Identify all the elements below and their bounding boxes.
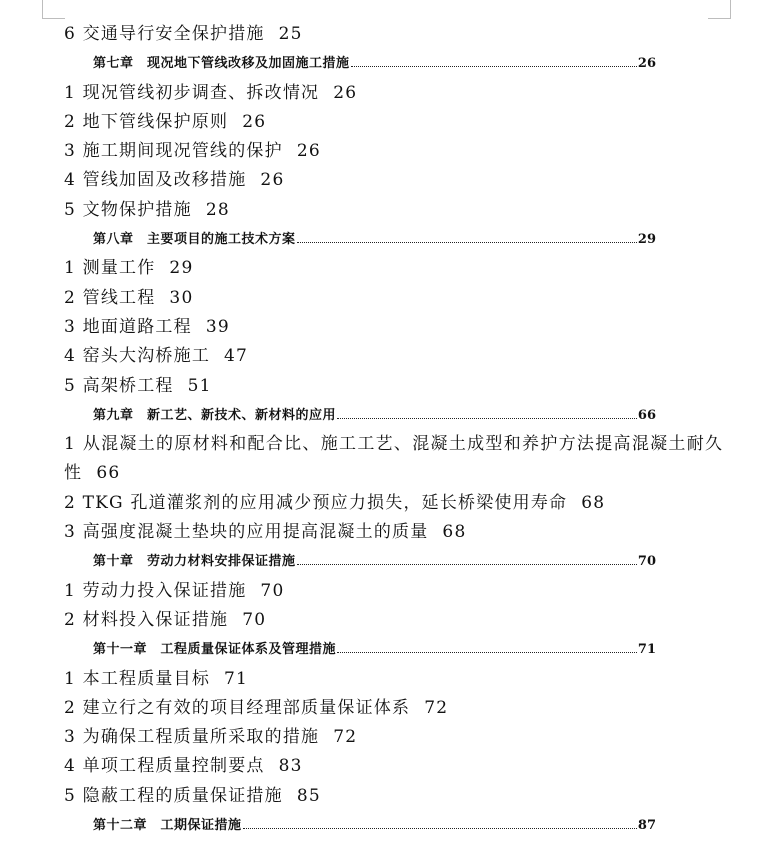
toc-item-title: 5 隐蔽工程的质量保证措施 bbox=[64, 785, 283, 806]
toc-item-page-number: 71 bbox=[224, 668, 249, 689]
toc-item-page-number: 26 bbox=[296, 141, 321, 162]
toc-item-page-number: 83 bbox=[278, 756, 303, 777]
toc-item[interactable] bbox=[64, 430, 724, 489]
chapter-page-number: 66 bbox=[637, 407, 656, 423]
toc-item-title: 3 地面道路工程 bbox=[64, 316, 192, 337]
toc-item-title: 3 高强度混凝土垫块的应用提高混凝土的质量 bbox=[64, 522, 429, 543]
toc-item-title: 4 管线加固及改移措施 bbox=[64, 170, 247, 191]
chapter-title: 第八章 主要项目的施工技术方案 bbox=[93, 232, 296, 248]
toc-item-page-number: 25 bbox=[278, 24, 303, 44]
toc-item-title: 4 窑头大沟桥施工 bbox=[64, 346, 211, 367]
toc-item-page-number: 51 bbox=[187, 375, 212, 396]
toc-item[interactable] bbox=[64, 137, 724, 166]
toc-item-page-number: 26 bbox=[260, 170, 285, 191]
toc-chapter-heading[interactable] bbox=[64, 401, 656, 430]
toc-item-title: 3 为确保工程质量所采取的措施 bbox=[64, 727, 320, 748]
dot-leader bbox=[243, 827, 637, 829]
dot-leader bbox=[297, 563, 637, 565]
toc-item-title: 2 管线工程 bbox=[64, 287, 156, 308]
toc-item[interactable] bbox=[64, 518, 724, 547]
toc-item-page-number: 70 bbox=[260, 580, 285, 601]
toc-item[interactable] bbox=[64, 665, 724, 694]
toc-item-title: 5 文物保护措施 bbox=[64, 199, 192, 220]
toc-item[interactable] bbox=[64, 79, 724, 108]
toc-item-page-number: 66 bbox=[96, 463, 121, 484]
toc-item-page-number: 28 bbox=[205, 199, 230, 220]
toc-item[interactable] bbox=[64, 577, 724, 606]
table-of-contents bbox=[64, 20, 724, 840]
toc-item-title: 5 高架桥工程 bbox=[64, 375, 174, 396]
toc-item-title: 2 建立行之有效的项目经理部质量保证体系 bbox=[64, 697, 411, 718]
toc-item[interactable] bbox=[64, 166, 724, 195]
chapter-page-number: 87 bbox=[637, 818, 656, 834]
toc-item-page-number: 70 bbox=[242, 609, 267, 630]
toc-item-page-number: 68 bbox=[442, 522, 467, 543]
toc-item[interactable] bbox=[64, 20, 724, 49]
toc-item-page-number: 39 bbox=[205, 316, 230, 337]
dot-leader bbox=[337, 417, 637, 419]
dot-leader bbox=[297, 241, 637, 243]
toc-item[interactable] bbox=[64, 342, 724, 371]
toc-item-page-number: 47 bbox=[224, 346, 249, 367]
toc-item-page-number: 85 bbox=[296, 785, 321, 806]
toc-item[interactable] bbox=[64, 108, 724, 137]
chapter-page-number: 29 bbox=[637, 232, 656, 248]
toc-item-title: 2 材料投入保证措施 bbox=[64, 609, 229, 630]
toc-item[interactable] bbox=[64, 606, 724, 635]
chapter-title: 第七章 现况地下管线改移及加固施工措施 bbox=[93, 56, 350, 72]
toc-item-page-number: 72 bbox=[424, 697, 449, 718]
page-corner-mark-right bbox=[708, 0, 731, 19]
toc-item[interactable] bbox=[64, 372, 724, 401]
toc-item[interactable] bbox=[64, 782, 724, 811]
toc-item[interactable] bbox=[64, 752, 724, 781]
page-corner-mark-left bbox=[42, 0, 65, 19]
toc-chapter-heading[interactable] bbox=[64, 225, 656, 254]
toc-item-title: 2 地下管线保护原则 bbox=[64, 111, 229, 132]
toc-item-title: 1 现况管线初步调查、拆改情况 bbox=[64, 82, 320, 103]
toc-item[interactable] bbox=[64, 284, 724, 313]
dot-leader bbox=[337, 651, 637, 653]
toc-item-page-number: 29 bbox=[169, 258, 194, 279]
toc-chapter-heading[interactable] bbox=[64, 635, 656, 664]
toc-item-page-number: 26 bbox=[333, 82, 358, 103]
chapter-title: 第九章 新工艺、新技术、新材料的应用 bbox=[93, 407, 337, 423]
dot-leader bbox=[351, 65, 637, 67]
toc-item-page-number: 30 bbox=[169, 287, 194, 308]
toc-item-title: 1 本工程质量目标 bbox=[64, 668, 211, 689]
toc-chapter-heading[interactable] bbox=[64, 547, 656, 576]
toc-chapter-heading[interactable] bbox=[64, 811, 656, 840]
chapter-title: 第十二章 工期保证措施 bbox=[93, 818, 242, 834]
chapter-title: 第十章 劳动力材料安排保证措施 bbox=[93, 554, 296, 570]
toc-item-page-number: 68 bbox=[581, 492, 606, 513]
chapter-page-number: 26 bbox=[637, 56, 656, 72]
chapter-page-number: 71 bbox=[637, 642, 656, 658]
toc-item-page-number: 72 bbox=[333, 727, 358, 748]
toc-item[interactable] bbox=[64, 694, 724, 723]
toc-item[interactable] bbox=[64, 254, 724, 283]
toc-chapter-heading[interactable] bbox=[64, 49, 656, 78]
toc-item[interactable] bbox=[64, 723, 724, 752]
toc-item[interactable] bbox=[64, 489, 724, 518]
toc-item-title: 4 单项工程质量控制要点 bbox=[64, 756, 265, 777]
chapter-title: 第十一章 工程质量保证体系及管理措施 bbox=[93, 642, 337, 658]
toc-item-title: 1 从混凝土的原材料和配合比、施工工艺、混凝土成型和养护方法提高混凝土耐久性 bbox=[64, 434, 724, 484]
toc-item-page-number: 26 bbox=[242, 111, 267, 132]
toc-item[interactable] bbox=[64, 313, 724, 342]
chapter-page-number: 70 bbox=[637, 554, 656, 570]
toc-item-title: 3 施工期间现况管线的保护 bbox=[64, 141, 283, 162]
toc-item-title: 6 交通导行安全保护措施 bbox=[64, 24, 265, 44]
toc-item-title: 1 测量工作 bbox=[64, 258, 156, 279]
toc-item-title: 2 TKG 孔道灌浆剂的应用减少预应力损失，延长桥梁使用寿命 bbox=[64, 492, 568, 513]
toc-item[interactable] bbox=[64, 196, 724, 225]
toc-item-title: 1 劳动力投入保证措施 bbox=[64, 580, 247, 601]
